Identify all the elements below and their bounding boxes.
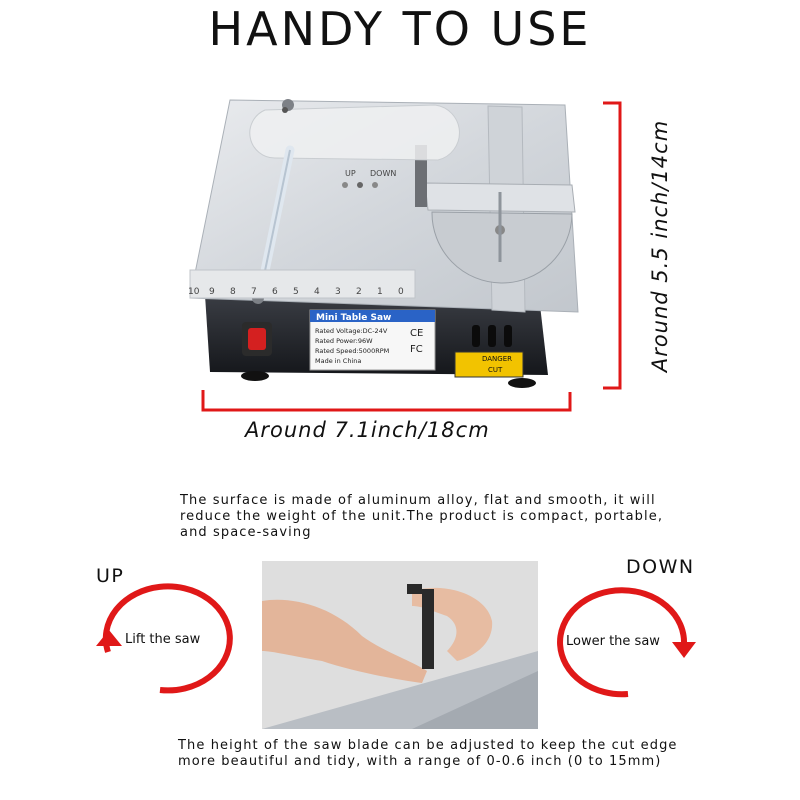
up-label: UP xyxy=(96,565,125,587)
height-description: The height of the saw blade can be adjusted to keep the cut edge more beautiful and tidy, with a range of 0-0.6 inch (0 to 15mm) xyxy=(178,738,678,769)
plate-down-text: DOWN xyxy=(370,169,397,178)
spec-label-heading: Mini Table Saw xyxy=(316,313,392,323)
height-bracket xyxy=(603,103,620,388)
spec-line: Rated Speed:5000RPM xyxy=(315,347,390,355)
ruler-number: 5 xyxy=(293,287,299,297)
lower-saw-text: Lower the saw xyxy=(566,634,660,649)
ruler-number: 3 xyxy=(335,287,341,297)
ruler-number: 9 xyxy=(209,287,215,297)
ruler-number: 4 xyxy=(314,287,320,297)
width-dimension-label: Around 7.1inch/18cm xyxy=(245,418,490,442)
ruler-number: 10 xyxy=(188,287,200,297)
ruler-number: 7 xyxy=(251,287,257,297)
down-label: DOWN xyxy=(626,556,695,578)
height-dimension-text: Around 5.5 inch/14cm xyxy=(648,119,672,373)
ruler-number: 0 xyxy=(398,287,404,297)
height-adjustment-photo xyxy=(262,561,538,729)
fc-mark: FC xyxy=(410,344,423,355)
spec-line: Rated Power:96W xyxy=(315,337,373,345)
ruler-number: 1 xyxy=(377,287,383,297)
surface-description: The surface is made of aluminum alloy, flat and smooth, it will reduce the weight of the unit.The product is compact, portable, and space-saving xyxy=(180,493,664,540)
ruler-number: 6 xyxy=(272,287,278,297)
warning-cut-text: CUT xyxy=(488,366,503,374)
plate-up-text: UP xyxy=(345,169,356,178)
height-dimension-label xyxy=(646,96,674,396)
spec-line: Rated Voltage:DC-24V xyxy=(315,327,388,335)
ruler-number: 8 xyxy=(230,287,236,297)
page-title: HANDY TO USE xyxy=(208,2,592,56)
ruler-number: 2 xyxy=(356,287,362,297)
warning-danger-text: DANGER xyxy=(482,355,513,363)
lift-saw-text: Lift the saw xyxy=(125,632,201,647)
width-bracket xyxy=(203,390,570,410)
ce-mark: CE xyxy=(410,328,424,339)
spec-line: Made in China xyxy=(315,357,362,365)
